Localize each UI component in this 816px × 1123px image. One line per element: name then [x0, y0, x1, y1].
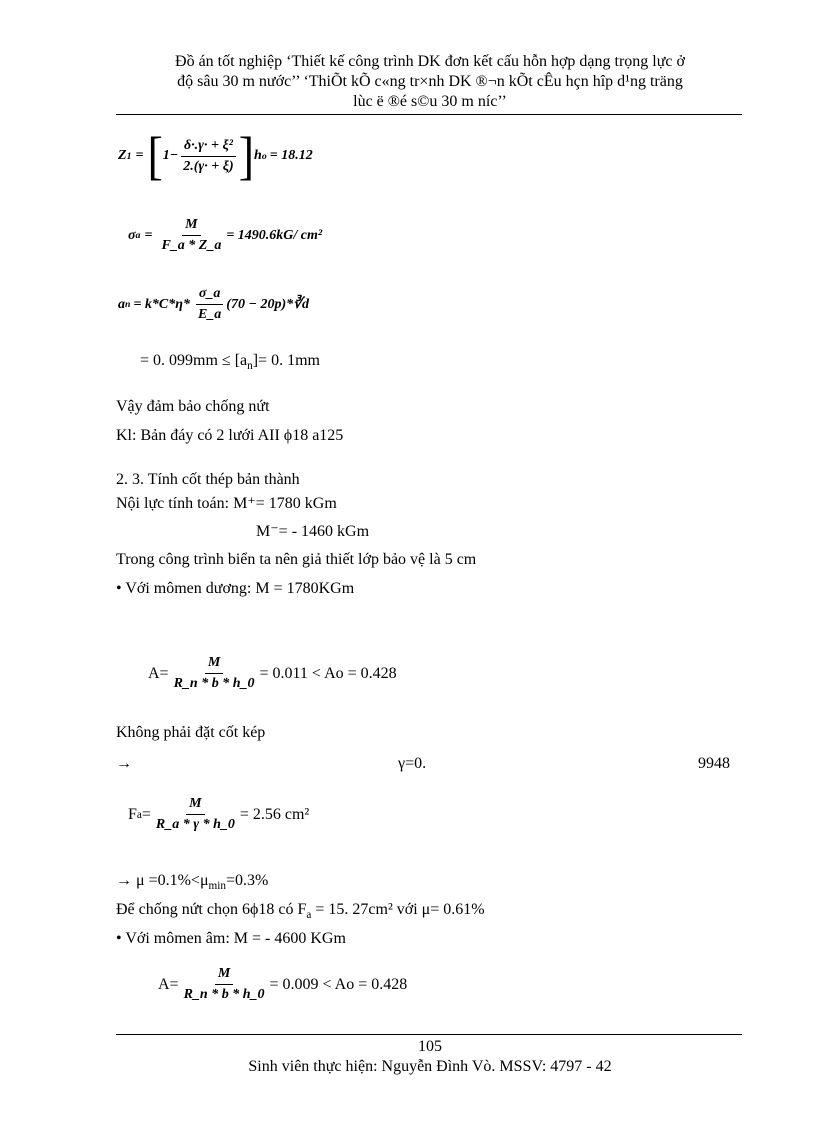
text-line: Trong công trình biển ta nên giả thiết lớp bảo vệ là 5 cm [116, 551, 477, 568]
page-header [110, 52, 750, 112]
text-line: Không phải đặt cốt kép [116, 724, 266, 741]
header-line-1: Đồ án tốt nghiệp ‘Thiết kế công trình DK đơn kết cấu hỗn hợp dạng trọng lực ở [175, 53, 685, 70]
equation-an: a n = k*C*η* $\frac{\sigma\_a}{E\_a}$ (70 − 20p)*∛d [118, 286, 310, 322]
footer-rule [116, 1034, 742, 1035]
text-line: M⁻= - 1460 kGm [256, 523, 370, 540]
text-line: Nội lực tính toán: M⁺= 1780 kGm [116, 495, 337, 512]
crack-width-result: = 0. $099mm \le [a_n]= 0$. 1mm [140, 352, 320, 373]
equation-fa: F a = $\frac{M}{R\_a * \gamma * h\_0}$ = 2.56 cm² [128, 796, 310, 832]
page-footer [110, 1037, 750, 1077]
bullet-line: • Với mômen âm: M = - 4600 KGm [116, 930, 346, 947]
text-line: Kl: Bản đáy có 2 lưới AII ϕ18 a125 [116, 427, 344, 444]
footer-student: Sinh viên thực hiện: Nguyễn Đình Vò. MSSV: 4797 - 42 [248, 1058, 612, 1075]
header-rule [116, 114, 742, 115]
mu-check: → $\mu =0.1\%<\mu_{min}=0.3\%$ [116, 872, 269, 893]
equation-z1: Z 1 = [ 1− $\frac{\text{δ·.γ· + ξ²}}{2.(\gamma\cdot + \xi)}$ ] h o = 18.12 [118, 126, 313, 185]
gamma-value: 9948 [698, 755, 730, 772]
text-line: Vậy đảm bảo chống nứt [116, 398, 270, 415]
gamma-label: γ=0. [398, 755, 427, 772]
section-heading: 2. 3. Tính cốt thép bản thành [116, 471, 300, 488]
bullet-line: • Với mômen dương: M = 1780KGm [116, 580, 355, 597]
equation-a-negative: A= $\frac{M}{R\_n * b * h\_0}$ = 0.009 < Ao = 0.428 [158, 966, 408, 1002]
header-line-3: lùc ë ®é s©u 30 m níc’’ [353, 93, 507, 110]
equation-a-positive: A= $\frac{M}{R\_n * b * h\_0}$ = 0.011 < Ao = 0.428 [148, 655, 397, 691]
equation-sigma-a: σ a = $\frac{M}{F\_a * Z\_a}$ = 1490.6kG/ cm² [128, 217, 323, 253]
rebar-selection: Để chống nứt chọn 6ϕ18 có $F_a = 15$. 27cm² với μ= 0.61% [116, 901, 485, 922]
page-number: 105 [418, 1038, 442, 1055]
arrow: → [116, 755, 132, 772]
header-line-2: độ sâu 30 m nước’’ ‘ThiÕt kÕ c«ng tr×nh DK ®¬n kÕt cÊu hçn hîp d¹ng träng [177, 73, 683, 90]
